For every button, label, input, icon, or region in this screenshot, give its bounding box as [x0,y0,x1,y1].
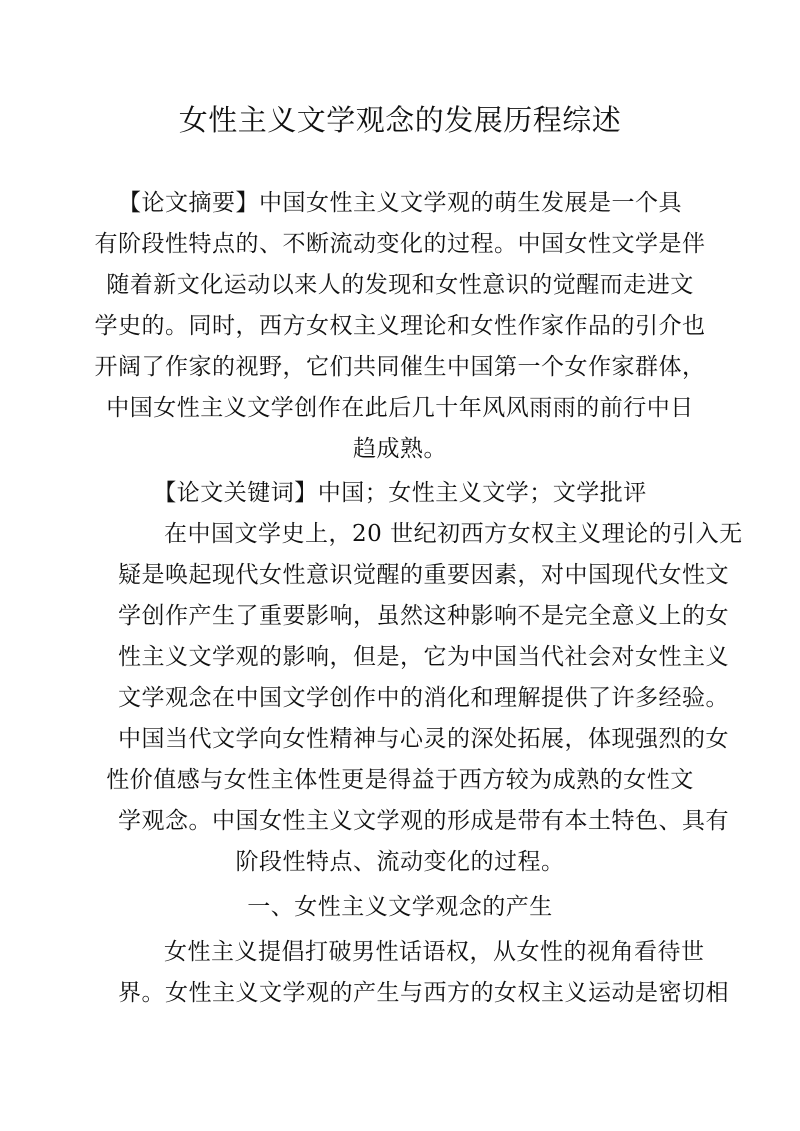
document-title: 女性主义文学观念的发展历程综述 [178,103,622,137]
keywords-line: 【论文关键词】中国；女性主义文学；文学批评 [153,480,647,506]
body-line-8: 学观念。中国女性主义文学观的形成是带有本土特色、具有 [118,808,729,834]
body-line-1: 在中国文学史上，20 世纪初西方女权主义理论的引入无 [164,521,743,547]
body-line-10: 女性主义提倡打破男性话语权，从女性的视角看待世 [164,939,705,965]
abstract-line-1: 【论文摘要】中国女性主义文学观的萌生发展是一个具 [118,190,682,216]
abstract-line-3: 随着新文化运动以来人的发现和女性意识的觉醒而走进文 [106,272,694,298]
abstract-line-2: 有阶段性特点的、不断流动变化的过程。中国女性文学是伴 [94,231,706,257]
abstract-line-7: 趋成熟。 [353,436,447,462]
body-line-5: 文学观念在中国文学创作中的消化和理解提供了许多经验。 [118,685,729,711]
body-line-11: 界。女性主义文学观的产生与西方的女权主义运动是密切相 [118,980,729,1006]
abstract-line-5: 开阔了作家的视野，它们共同催生中国第一个女作家群体， [94,354,706,380]
body-line-6: 中国当代文学向女性精神与心灵的深处拓展，体现强烈的女 [118,726,729,752]
body-line-3: 学创作产生了重要影响，虽然这种影响不是完全意义上的女 [118,603,729,629]
body-line-2: 疑是唤起现代女性意识觉醒的重要因素，对中国现代女性文 [118,562,729,588]
abstract-line-4: 学史的。同时，西方女权主义理论和女性作家作品的引介也 [94,313,706,339]
section-heading: 一、女性主义文学观念的产生 [247,894,553,920]
abstract-line-6: 中国女性主义文学创作在此后几十年风风雨雨的前行中日 [106,395,694,421]
body-line-9: 阶段性特点、流动变化的过程。 [235,849,565,875]
body-line-4: 性主义文学观的影响，但是，它为中国当代社会对女性主义 [118,644,729,670]
body-line-7: 性价值感与女性主体性更是得益于西方较为成熟的女性文 [106,767,694,793]
